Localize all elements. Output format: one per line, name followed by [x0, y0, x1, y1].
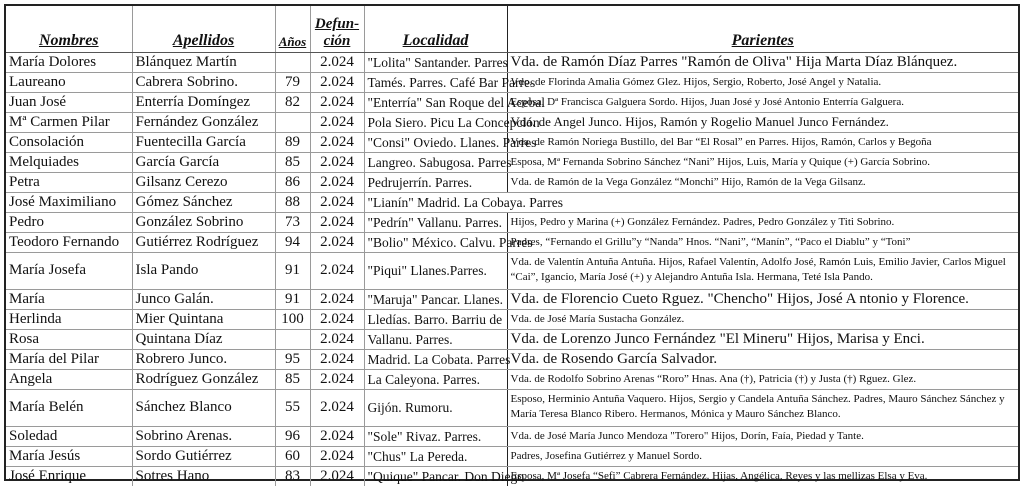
cell-nombres: Herlinda — [6, 309, 132, 329]
cell-localidad: "Quique" Pancar. Don Diego — [364, 466, 507, 486]
cell-anos: 85 — [275, 152, 310, 172]
header-row — [6, 6, 1018, 52]
cell-parientes: Vda. de José María Sustacha González. — [507, 309, 1018, 329]
cell-defuncion: 2.024 — [310, 389, 364, 426]
cell-defuncion: 2.024 — [310, 426, 364, 446]
table-row — [6, 389, 1018, 426]
cell-localidad: Langreo. Sabugosa. Parres — [364, 152, 507, 172]
table-row — [6, 369, 1018, 389]
cell-anos: 89 — [275, 132, 310, 152]
header-anos: Años — [275, 6, 310, 52]
cell-nombres: Soledad — [6, 426, 132, 446]
cell-anos: 85 — [275, 369, 310, 389]
cell-anos: 91 — [275, 252, 310, 289]
table-row — [6, 212, 1018, 232]
cell-apellidos: Robrero Junco. — [132, 349, 275, 369]
cell-parientes: Vda. de Valentín Antuña Antuña. Hijos, Rafael Valentín, Adolfo José, Ramón Luis, Emilio Javier, Carlos Miguel “Cai”, Igancio, María José (+) y Alejandro Antuña Isla. Hermana, Teté Isla Pando. — [507, 252, 1018, 289]
header-localidad: Localidad — [364, 6, 507, 52]
cell-parientes: Vda. de Ramón Díaz Parres "Ramón de Oliva" Hija Marta Díaz Blánquez. — [507, 52, 1018, 72]
cell-nombres: Rosa — [6, 329, 132, 349]
cell-localidad: Madrid. La Cobata. Parres — [364, 349, 507, 369]
table-row — [6, 112, 1018, 132]
cell-anos — [275, 112, 310, 132]
cell-apellidos: Gómez Sánchez — [132, 192, 275, 212]
cell-localidad: Tamés. Parres. Café Bar Parres — [364, 72, 507, 92]
cell-defuncion: 2.024 — [310, 232, 364, 252]
cell-anos: 83 — [275, 466, 310, 486]
cell-anos: 60 — [275, 446, 310, 466]
cell-defuncion: 2.024 — [310, 72, 364, 92]
cell-localidad: "Lianín" Madrid. La Cobaya. Parres — [364, 192, 1018, 212]
header-defuncion — [310, 6, 364, 52]
cell-defuncion: 2.024 — [310, 289, 364, 309]
cell-localidad: Pola Siero. Picu La Concepción — [364, 112, 507, 132]
cell-localidad: "Lolita" Santander. Parres — [364, 52, 507, 72]
cell-anos: 79 — [275, 72, 310, 92]
cell-nombres: Teodoro Fernando — [6, 232, 132, 252]
cell-apellidos: Sánchez Blanco — [132, 389, 275, 426]
table-row — [6, 329, 1018, 349]
cell-apellidos: Gutiérrez Rodríguez — [132, 232, 275, 252]
cell-nombres: Petra — [6, 172, 132, 192]
cell-parientes: Esposa, Mª Josefa “Sefi” Cabrera Fernández. Hijas, Angélica, Reyes y las mellizas Elsa y Eva. — [510, 470, 928, 483]
cell-parientes: Vda. de Ramón de la Vega González “Monchi” Hijo, Ramón de la Vega Gilsanz. — [507, 172, 1018, 192]
table-row — [6, 252, 1018, 289]
cell-localidad: Lledías. Barro. Barriu de — [364, 309, 507, 329]
table-row — [6, 92, 1018, 112]
table-row — [6, 349, 1018, 369]
header-parientes: Parientes — [507, 6, 1018, 52]
cell-anos: 55 — [275, 389, 310, 426]
cell-anos — [275, 52, 310, 72]
cell-apellidos: González Sobrino — [132, 212, 275, 232]
cell-nombres: Laureano — [6, 72, 132, 92]
cell-nombres: Mª Carmen Pilar — [6, 112, 132, 132]
table-row — [6, 192, 1018, 212]
cell-apellidos: Gilsanz Cerezo — [132, 172, 275, 192]
cell-defuncion: 2.024 — [310, 329, 364, 349]
table-row — [6, 132, 1018, 152]
cell-parientes: Padres, “Fernando el Grillu”y “Nanda” Hnos. “Nani”, “Manín”, “Paco el Diablu” y “Toni” — [507, 232, 1018, 252]
cell-apellidos: Fernández González — [132, 112, 275, 132]
cell-localidad: "Pedrín" Vallanu. Parres. — [364, 212, 507, 232]
cell-localidad: Vallanu. Parres. — [364, 329, 507, 349]
cell-nombres: María Josefa — [6, 252, 132, 289]
cell-defuncion: 2.024 — [310, 152, 364, 172]
cell-anos: 96 — [275, 426, 310, 446]
table-row — [6, 466, 1018, 486]
header-apellidos: Apellidos — [132, 6, 275, 52]
cell-nombres: Consolación — [6, 132, 132, 152]
cell-nombres: María del Pilar — [6, 349, 132, 369]
cell-defuncion: 2.024 — [310, 466, 364, 486]
cell-nombres: Melquiades — [6, 152, 132, 172]
table-row — [6, 426, 1018, 446]
cell-defuncion: 2.024 — [310, 309, 364, 329]
cell-anos — [275, 329, 310, 349]
table-row — [6, 289, 1018, 309]
cell-apellidos: Blánquez Martín — [132, 52, 275, 72]
cell-nombres: María Belén — [6, 389, 132, 426]
cell-apellidos: Enterría Domíngez — [132, 92, 275, 112]
table-row — [6, 232, 1018, 252]
cell-apellidos: Junco Galán. — [132, 289, 275, 309]
header-defuncion-line2: ción — [323, 32, 351, 49]
cell-anos: 82 — [275, 92, 310, 112]
table-row — [6, 52, 1018, 72]
cell-parientes: Vda. de Angel Junco. Hijos, Ramón y Rogelio Manuel Junco Fernández. — [507, 112, 1018, 132]
cell-nombres: Juan José — [6, 92, 132, 112]
cell-nombres: José Enrique — [6, 466, 132, 486]
obituary-table — [6, 6, 1018, 486]
cell-nombres: María Dolores — [6, 52, 132, 72]
cell-apellidos: Sobrino Arenas. — [132, 426, 275, 446]
cell-nombres: José Maximiliano — [6, 192, 132, 212]
cell-parientes: Vdo. de Florinda Amalia Gómez Glez. Hijos, Sergio, Roberto, José Angel y Natalia. — [507, 72, 1018, 92]
cell-defuncion: 2.024 — [310, 446, 364, 466]
cell-apellidos: Isla Pando — [132, 252, 275, 289]
cell-defuncion: 2.024 — [310, 212, 364, 232]
cell-localidad: Pedrujerrín. Parres. — [364, 172, 507, 192]
cell-apellidos: Rodríguez González — [132, 369, 275, 389]
cell-anos: 86 — [275, 172, 310, 192]
cell-apellidos: Quintana Díaz — [132, 329, 275, 349]
cell-anos: 94 — [275, 232, 310, 252]
cell-defuncion: 2.024 — [310, 349, 364, 369]
cell-nombres: Pedro — [6, 212, 132, 232]
cell-anos: 88 — [275, 192, 310, 212]
cell-localidad: "Piqui" Llanes.Parres. — [364, 252, 507, 289]
cell-parientes: Vda. de José María Junco Mendoza "Torero" Hijos, Dorín, Faía, Piedad y Tante. — [507, 426, 1018, 446]
table-row — [6, 72, 1018, 92]
cell-defuncion: 2.024 — [310, 192, 364, 212]
cell-parientes: Esposa, Dª Francisca Galguera Sordo. Hijos, Juan José y José Antonio Enterría Galguera. — [507, 92, 1018, 112]
cell-parientes: Hijos, Pedro y Marina (+) González Fernández. Padres, Pedro González y Titi Sobrino. — [507, 212, 1018, 232]
cell-parientes: Vda. de Ramón Noriega Bustillo, del Bar “El Rosal” en Parres. Hijos, Ramón, Carlos y Begoña — [507, 132, 1018, 152]
cell-localidad: Gijón. Rumoru. — [364, 389, 507, 426]
cell-apellidos: Fuentecilla García — [132, 132, 275, 152]
cell-parientes: Esposa, Mª Fernanda Sobrino Sánchez “Nani” Hijos, Luis, María y Quique (+) García Sobrino. — [507, 152, 1018, 172]
cell-defuncion: 2.024 — [310, 92, 364, 112]
cell-localidad: "Maruja" Pancar. Llanes. — [364, 289, 507, 309]
cell-localidad: "Consi" Oviedo. Llanes. Parres — [364, 132, 507, 152]
table-row — [6, 152, 1018, 172]
cell-localidad: "Bolio" México. Calvu. Parres — [364, 232, 507, 252]
cell-parientes: Padres, Josefina Gutiérrez y Manuel Sordo. — [507, 446, 1018, 466]
cell-parientes: Vda. de Lorenzo Junco Fernández "El Mineru" Hijos, Marisa y Enci. — [507, 329, 1018, 349]
cell-anos: 91 — [275, 289, 310, 309]
cell-defuncion: 2.024 — [310, 132, 364, 152]
cell-parientes: Vda. de Rosendo García Salvador. — [507, 349, 1018, 369]
table-row — [6, 309, 1018, 329]
cell-defuncion: 2.024 — [310, 52, 364, 72]
header-defuncion-line1: Defun- — [314, 15, 360, 32]
cell-localidad: "Sole" Rivaz. Parres. — [364, 426, 507, 446]
cell-parientes: Vda. de Rodolfo Sobrino Arenas “Roro” Hnas. Ana (†), Patricia (†) y Justa (†) Rguez. Glez. — [507, 369, 1018, 389]
cell-nombres: Angela — [6, 369, 132, 389]
cell-anos: 95 — [275, 349, 310, 369]
cell-localidad: La Caleyona. Parres. — [364, 369, 507, 389]
cell-defuncion: 2.024 — [310, 252, 364, 289]
cell-localidad: "Enterría" San Roque del Acebal — [364, 92, 507, 112]
cell-anos: 73 — [275, 212, 310, 232]
table-row — [6, 446, 1018, 466]
cell-defuncion: 2.024 — [310, 369, 364, 389]
cell-nombres: María — [6, 289, 132, 309]
cell-parientes: Vda. de Florencio Cueto Rguez. "Chencho" Hijos, José A ntonio y Florence. — [507, 289, 1018, 309]
cell-apellidos: Cabrera Sobrino. — [132, 72, 275, 92]
cell-apellidos: Sotres Hano — [132, 466, 275, 486]
cell-parientes: Esposo, Herminio Antuña Vaquero. Hijos, Sergio y Candela Antuña Sánchez. Padres, Mauro Sánchez Sánchez y María Teresa Blanco Ribero. Hermanos, Mónica y Mauro Sánchez Blanco. — [507, 389, 1018, 426]
cell-defuncion: 2.024 — [310, 112, 364, 132]
header-nombres: Nombres — [6, 6, 132, 52]
cell-apellidos: García García — [132, 152, 275, 172]
cell-nombres: María Jesús — [6, 446, 132, 466]
cell-defuncion: 2.024 — [310, 172, 364, 192]
cell-localidad: "Chus" La Pereda. — [364, 446, 507, 466]
obituary-table-sheet — [4, 4, 1020, 484]
table-row — [6, 172, 1018, 192]
cell-anos: 100 — [275, 309, 310, 329]
cell-apellidos: Mier Quintana — [132, 309, 275, 329]
cell-apellidos: Sordo Gutiérrez — [132, 446, 275, 466]
